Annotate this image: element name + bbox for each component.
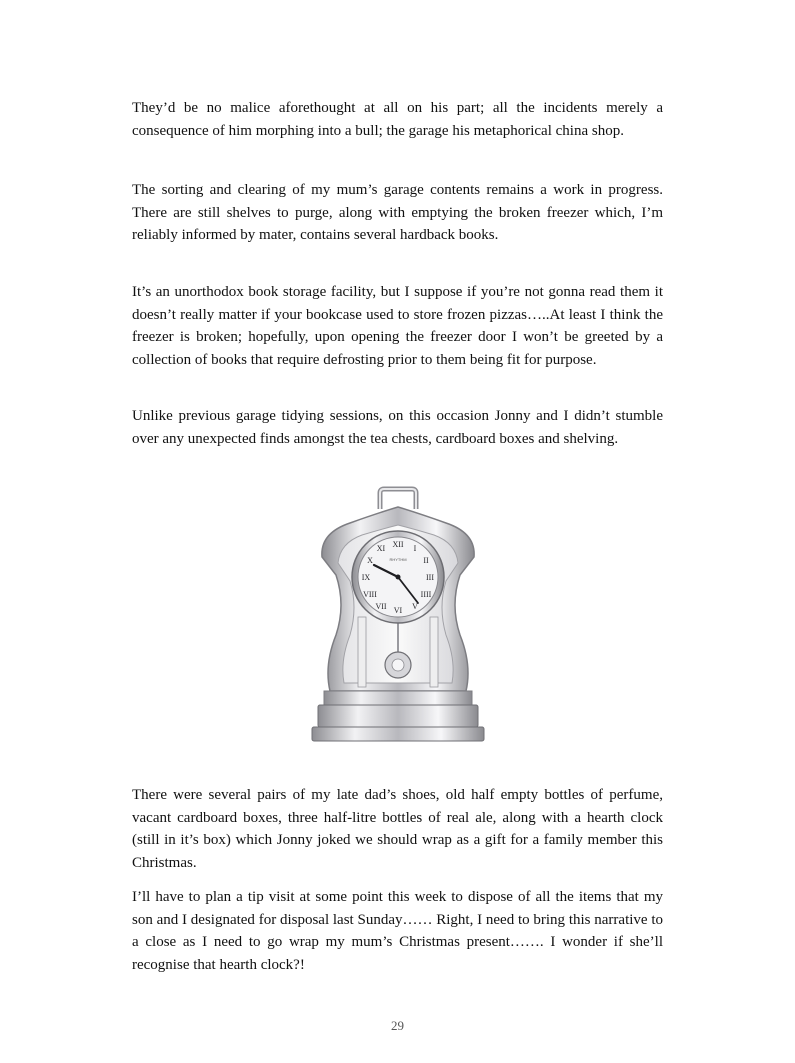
- clock-numeral-iiii: IIII: [420, 590, 432, 599]
- paragraph-1: They’d be no malice aforethought at all on his part; all the incidents merely a consequence of him morphing into a bull; the garage his metaphorical china shop.: [132, 100, 663, 139]
- paragraph-4: Unlike previous garage tidying sessions, on this occasion Jonny and I didn’t stumble over any unexpected finds amongst the tea chests, cardboard boxes and shelving.: [132, 408, 663, 447]
- clock-numeral-x: X: [367, 556, 373, 565]
- clock-numeral-ix: IX: [361, 573, 371, 582]
- clock-numeral-vi: VI: [393, 606, 403, 615]
- clock-brand-label: RHYTHM: [389, 557, 407, 562]
- paragraph-2: The sorting and clearing of my mum’s garage contents remains a work in progress. There are still shelves to purge, along with emptying the broken freezer which, I’m reliably informed by mater, contains several hardback books.: [132, 182, 663, 243]
- page-number: 29: [391, 1018, 404, 1033]
- clock-numeral-ii: II: [423, 556, 429, 565]
- clock-numeral-viii: VIII: [363, 590, 377, 599]
- clock-numeral-xii: XII: [392, 540, 404, 549]
- clock-numeral-xi: XI: [376, 544, 386, 553]
- clock-numeral-iii: III: [426, 573, 434, 582]
- clock-numeral-vii: VII: [375, 602, 387, 611]
- paragraph-6: I’ll have to plan a tip visit at some point this week to dispose of all the items that my son and I designated for disposal last Sunday…… Right, I need to bring this narrative to a close as I need to go wrap my mum’s Christmas present……. I wonder if she’ll recognise that hearth clock?!: [132, 889, 663, 973]
- hearth-clock-image: [300, 485, 495, 750]
- paragraph-5: There were several pairs of my late dad’s shoes, old half empty bottles of perfume, vacant cardboard boxes, three half-litre bottles of real ale, along with a hearth clock (still in it’s box) which Jonny joked we should wrap as a gift for a family member this Christmas.: [132, 787, 663, 871]
- paragraph-3: It’s an unorthodox book storage facility, but I suppose if you’re not gonna read them it doesn’t really matter if your bookcase used to store frozen pizzas…..At least I think the freezer is broken; hopefully, upon opening the freezer door I won’t be greeted by a collection of books that require defrosting prior to them being fit for purpose.: [132, 284, 663, 368]
- clock-numeral-v: V: [412, 602, 418, 611]
- clock-numeral-i: I: [413, 544, 417, 553]
